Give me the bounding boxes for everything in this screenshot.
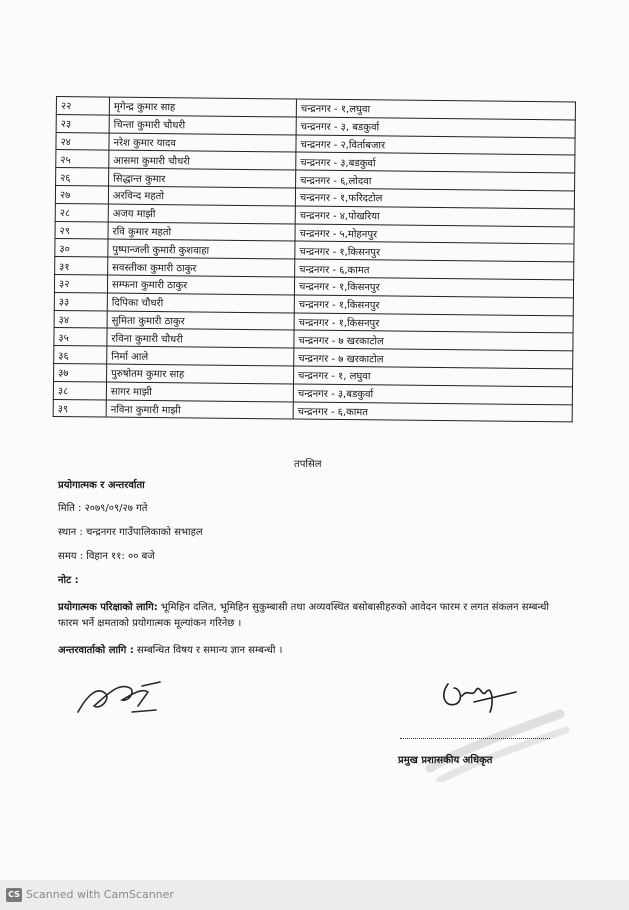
interview-label: अन्तरवार्ताको लागि : [58, 645, 134, 656]
right-signature-image [436, 674, 526, 720]
serial-number-cell: ३९ [53, 399, 106, 417]
details-heading: तपसिल [294, 459, 322, 470]
serial-number-cell: ३३ [54, 292, 107, 310]
serial-number-cell: ३४ [54, 310, 107, 328]
serial-number-cell: २९ [55, 221, 108, 239]
serial-number-cell: २८ [55, 203, 108, 221]
applicant-name-cell: पुष्पान्जली कुमारी कुशवाहा [108, 239, 295, 259]
address-cell: चन्द्रनगर - १,लघुवा [296, 99, 575, 120]
address-cell: चन्द्रनगर - १, लघुवा [293, 366, 572, 387]
exam-time: समय : विहान ११: ०० बजे [58, 551, 155, 562]
practical-note [58, 600, 558, 632]
serial-number-cell: ३१ [55, 257, 108, 275]
scanner-footer [0, 880, 629, 910]
address-cell: चन्द्रनगर - १,किसनपुर [294, 295, 573, 316]
applicant-name-cell: रवि कुमार महतो [108, 222, 295, 242]
serial-number-cell: ३६ [54, 346, 107, 364]
interview-note [58, 642, 282, 656]
address-cell: चन्द्रनगर - ६,कामत [295, 259, 574, 280]
address-cell: चन्द्रनगर - ७ खरकाटोल [294, 348, 573, 369]
applicant-table [53, 96, 576, 423]
address-cell: चन्द्रनगर - ५,मोहनपुर [295, 224, 574, 245]
signatory-designation: प्रमुख प्रशासकीय अधिकृत [398, 755, 493, 766]
serial-number-cell: २२ [56, 97, 109, 115]
address-cell: चन्द्रनगर - १,किसनपुर [295, 241, 574, 262]
applicant-name-cell: मृगेन्द्र कुमार साह [109, 97, 296, 117]
practical-label: प्रयोगात्मक परिक्षाको लागि: [58, 602, 158, 613]
address-cell: चन्द्रनगर - ३,बडकुर्वा [296, 152, 575, 173]
applicant-name-cell: दिपिका चौधरी [107, 293, 294, 313]
serial-number-cell: ३८ [53, 381, 106, 399]
practical-text: भूमिहिन दलित, भूमिहिन सुकुम्बासी तथा अव्यवस्थित बसोबासीहरुको आवेदन फारम र लगत संकलन सम्बन्धी फारम भर्ने क्षमताको प्रयोगात्मक मूल्यांकन गरिनेछ । [58, 602, 549, 629]
serial-number-cell: २३ [56, 114, 109, 132]
applicant-name-cell: अजय माझी [108, 204, 295, 224]
exam-date: मिति : २०७९/०९/२७ गते [58, 503, 148, 514]
address-cell: चन्द्रनगर - १,किसनपुर [294, 313, 573, 334]
applicant-name-cell: चिन्ता कुमारी चौधरी [109, 115, 296, 135]
applicant-name-cell: सवस्तीका कुमारी ठाकुर [108, 257, 295, 277]
applicant-name-cell: सागर माझी [106, 382, 293, 402]
serial-number-cell: २५ [56, 150, 109, 168]
address-cell: चन्द्रनगर - १,किसनपुर [294, 277, 573, 298]
signature-line [400, 738, 550, 739]
applicant-table-body [53, 97, 575, 423]
address-cell: चन्द्रनगर - ७ खरकाटोल [294, 330, 573, 351]
address-cell: चन्द्रनगर - १,फरिदटोल [295, 188, 574, 209]
scanner-watermark-text: Scanned with CamScanner [26, 888, 174, 901]
serial-number-cell: ३२ [54, 274, 107, 292]
applicant-name-cell: अरविन्द महतो [108, 186, 295, 206]
exam-venue: स्थान : चन्द्रनगर गाउँपालिकाको सभाहल [58, 527, 203, 538]
applicant-name-cell: नरेश कुमार यादव [109, 133, 296, 153]
left-signature-image [72, 672, 168, 720]
serial-number-cell: ३७ [54, 363, 107, 381]
address-cell: चन्द्रनगर - ६,लोदवा [296, 170, 575, 191]
serial-number-cell: २६ [56, 168, 109, 186]
applicant-name-cell: निर्मा आले [107, 346, 294, 366]
applicant-name-cell: रविना कुमारी चौधरी [107, 328, 294, 348]
applicant-name-cell: पुरुषोतम कुमार साह [107, 364, 294, 384]
serial-number-cell: २७ [55, 185, 108, 203]
note-label: नोट : [58, 575, 79, 586]
address-cell: चन्द्रनगर - २,विर्ताबजार [296, 135, 575, 156]
details-subheading: प्रयोगात्मक र अन्तरर्वाता [58, 480, 145, 491]
address-cell: चन्द्रनगर - ३,बडकुर्वा [293, 384, 572, 405]
applicant-name-cell: सम्फना कुमारी ठाकुर [107, 275, 294, 295]
address-cell: चन्द्रनगर - ३, बडकुर्वा [296, 117, 575, 138]
applicant-name-cell: सुमिता कुमारी ठाकुर [107, 311, 294, 331]
applicant-name-cell: आसमा कुमारी चौधरी [109, 150, 296, 170]
serial-number-cell: ३० [55, 239, 108, 257]
serial-number-cell: ३५ [54, 328, 107, 346]
interview-text: सम्बन्धित विषय र समान्य ज्ञान सम्बन्धी । [133, 645, 283, 656]
camscanner-logo-icon: CS [6, 888, 22, 902]
applicant-name-cell: सिद्धान्त कुमार [109, 168, 296, 188]
applicant-name-cell: नविना कुमारी माझी [106, 400, 293, 420]
address-cell: चन्द्रनगर - ४,पोखरिया [295, 206, 574, 227]
serial-number-cell: २४ [56, 132, 109, 150]
address-cell: चन्द्रनगर - ६,कामत [293, 402, 572, 423]
